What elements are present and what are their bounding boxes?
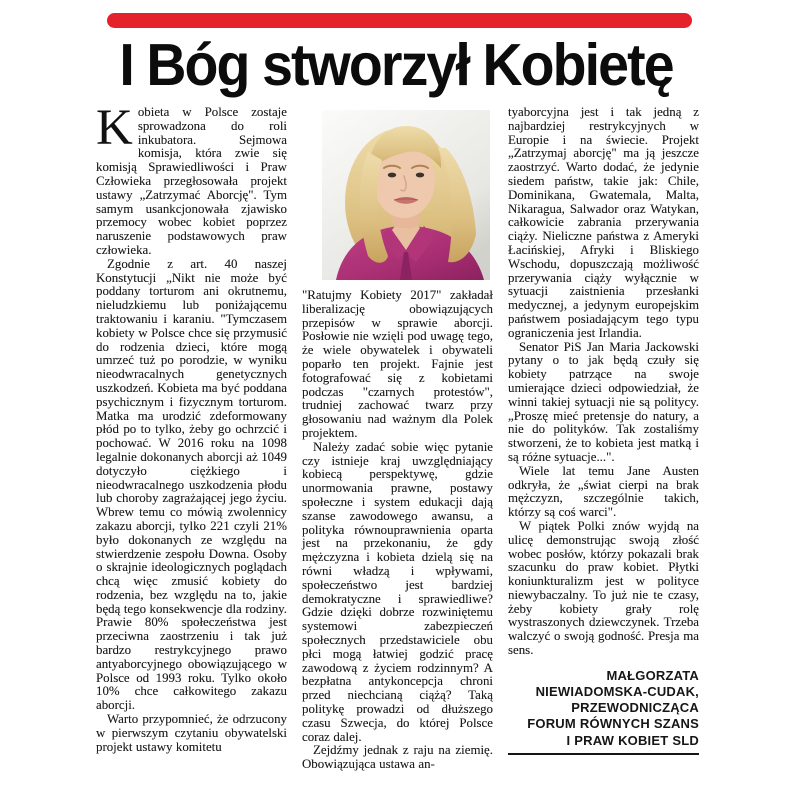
paragraph: W piątek Polki znów wyjdą na ulicę demonstrując swoją złość wobec posłów, którzy pokazali brak szacunku do praw kobiet. Płytki koniunkturalizm jest w polityce niewybaczalny. To już nie te czasy, żeby kobiety grały rolę wystraszonych dziewczynek. Trzeba walczyć o swoją godność. Presja ma sens. — [508, 518, 699, 658]
paragraph — [96, 100, 287, 258]
signature-line: PRZEWODNICZĄCA — [571, 700, 699, 716]
paragraph: tyaborcyjna jest i tak jedną z najbardziej restrykcyjnych w Europie i na świecie. Projekt „Zatrzymaj aborcję" ma ją jeszcze zaostrzyć. Warto dodać, że jedynie siedem państw, takie jak: Chile, Dominikana, Gwatemala, Malta, Nikaragua, Salwador oraz Watykan, całkowicie zabrania przerywania ciąży. Nieliczne państwa z Ameryki Łacińskiej, Afryki i Bliskiego Wschodu, dopuszczają możliwość przerywania ciąży wyłącznie w sytuacji zaistnienia przesłanki medycznej, a jedynym europejskim państwem posiadającym tego typu ograniczenia jest Irlandia. — [508, 105, 699, 340]
red-top-rule — [107, 13, 692, 28]
portrait-photo — [322, 110, 490, 280]
paragraph: Wiele lat temu Jane Austen odkryła, że „świat cierpi na brak mężczyzn, szczególnie takich, którzy są coś warci". — [508, 463, 699, 520]
paragraph-text: obieta w Polsce zostaje sprowadzona do roli inkubatora. Sejmowa komisja, która zwie się komisją Sprawiedliwości i Praw Człowieka przegłosowała projekt ustawy „Zatrzymać Aborcję". Tym samym usankcjonowała zjawisko przemocy wobec kobiet poprzez naruszenie podstawowych praw człowieka. — [96, 105, 287, 257]
signature-block — [508, 668, 699, 755]
paragraph: Zgodnie z art. 40 naszej Konstytucji „Nikt nie może być poddany torturom ani okrutnemu, nieludzkiemu lub poniżającemu traktowaniu i karaniu. "Tymczasem kobiety w Polsce chce się przymusić do rodzenia dzieci, które mogą umrzeć tuż po porodzie, w wyniku nieodwracalnych genetycznych uszkodzeń. Kobieta ma być poddana psychicznym i fizycznym torturom. Matka ma urodzić zdeformowany płód po to tylko, żeby go ochrzcić i pochować. W 2016 roku na 1098 legalnie dokonanych aborcji aż 1049 dotyczyło ciężkiego i nieodwracalnego uszkodzenia płodu lub choroby zagrażającej jego życiu. Wbrew temu co mówią zwolennicy zakazu aborcji, tylko 221 czyli 21% było dokonanych ze względu na stwierdzenie zespołu Downa. Osoby o skrajnie ideologicznych poglądach chcą więc zmusić kobiety do rodzenia, bez względu na to, jakie będą tego konsekwencje dla rodziny. Prawie 80% społeczeństwa jest przeciwna zaostrzeniu i tak już bardzo restrykcyjnego prawo antyaborcyjnego obowiązującego w Polsce od 1993 roku. Tylko około 10% chce całkowitego zakazu aborcji. — [96, 256, 287, 713]
drop-cap: K — [96, 100, 133, 156]
article-column-2 — [302, 106, 493, 772]
signature-line: I PRAW KOBIET SLD — [566, 732, 699, 748]
portrait-photo-graphic — [322, 110, 490, 280]
paragraph: Senator PiS Jan Maria Jackowski pytany o to jak będą czuły się kobiety patrzące na swoje umierające dzieci odpowiedział, że winni takiej sytuacji nie są politycy. „Proszę mieć pretensje do natury, a nie do polityków. Tak zostaliśmy stworzeni, że to kobieta jest matką i są różne sytuacje...". — [508, 339, 699, 464]
article-body — [96, 100, 699, 772]
signature-line: NIEWIADOMSKA-CUDAK, — [535, 684, 699, 700]
article-column-1 — [96, 100, 287, 772]
article-column-3 — [508, 106, 699, 772]
paragraph: "Ratujmy Kobiety 2017" zakładał liberalizację obowiązujących przepisów w sprawie aborcji. Posłowie nie wzięli pod uwagę tego, że wiele obywatelek i obywateli poparło ten projekt. Fajnie jest fotografować się z kobietami podczas "czarnych protestów", trudniej zachować twarz przy głosowaniu nad ważnym dla Polek projektem. — [302, 288, 493, 440]
signature-line: MAŁGORZATA — [606, 667, 699, 683]
paragraph: Warto przypomnieć, że odrzucony w pierwszym czytaniu obywatelski projekt ustawy komitetu — [96, 712, 287, 754]
paragraph: Zejdźmy jednak z raju na ziemię. Obowiązująca ustawa an- — [302, 743, 493, 772]
page-title: I Bóg stworzył Kobietę — [119, 32, 673, 98]
signature-rule — [508, 753, 699, 755]
paragraph: Należy zadać sobie więc pytanie czy istnieje kraj uwzględniający kobiecą perspektywę, gdzie unormowania prawne, postawy społeczne i system edukacji dają szanse zawodowego awansu, a polityka równouprawnienia oparta jest na przekonaniu, że gdy mężczyzna i kobieta dzielą się na równi władzą i wpływami, społeczeństwo jest bardziej demokratyczne i sprawiedliwe? Gdzie dzięki dobrze rozwiniętemu systemowi zabezpieczeń społecznych przedstawiciele obu płci mogą łatwiej godzić pracę zawodową z życiem rodzinnym? A bezpłatna antykoncepcja chroni przed niechcianą ciążą? Taką politykę prowadzi od dłuższego czasu Szwecja, do której Polsce coraz dalej. — [302, 439, 493, 744]
signature-line: FORUM RÓWNYCH SZANS — [527, 716, 699, 732]
